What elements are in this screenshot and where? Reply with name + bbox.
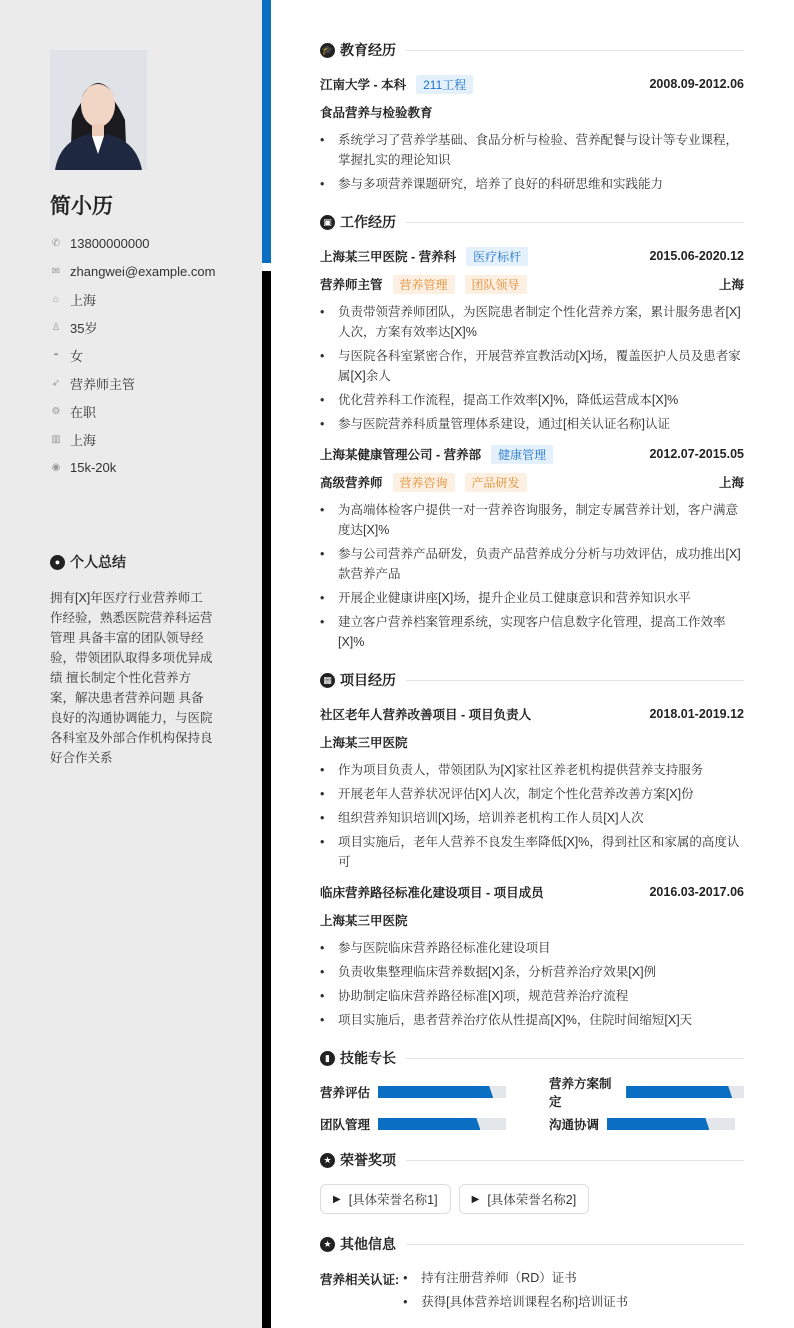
org-row — [320, 732, 744, 752]
company: 上海某健康管理公司 - 营养部 — [320, 448, 482, 462]
city-text: 上海 — [70, 432, 97, 448]
skill-name: 团队管理 — [320, 1118, 371, 1132]
award-name: [具体荣誉名称1] — [348, 1193, 438, 1207]
skill-fill — [378, 1118, 480, 1130]
send-icon: ➶ — [51, 377, 61, 389]
list-item: • 负责收集整理临床营养数据[X]条，分析营养治疗效果[X]例 — [320, 962, 744, 982]
date: 2018.01-2019.12 — [649, 707, 744, 721]
section-heading — [320, 210, 744, 234]
skill-item — [320, 1082, 515, 1102]
divider — [406, 222, 744, 223]
list-item: • 持有注册营养师（RD）证书 — [403, 1268, 628, 1288]
major-row — [320, 102, 744, 122]
skill-bar — [626, 1086, 744, 1098]
role-row — [320, 472, 744, 492]
list-item: • 开展老年人营养状况评估[X]人次，制定个性化营养改善方案[X]份 — [320, 784, 744, 804]
avatar-photo — [50, 50, 147, 170]
date: 2015.06-2020.12 — [649, 249, 744, 263]
summary-title: 个人总结 — [70, 554, 126, 570]
summary-text: 拥有[X]年医疗行业营养师工作经验，熟悉医院营养科运营管理 具备丰富的团队领导经验，带领团队取得多项优异成绩 擅长制定个性化营养方案，解决患者营养问题 具备良好的沟通协调能力，与医院各科室及外部合作机构保持良好合作关系 — [50, 591, 213, 765]
project-row — [320, 704, 744, 724]
info-icon: ★ — [320, 1237, 335, 1252]
phone-icon: ✆ — [51, 237, 61, 249]
cake-icon: ♙ — [51, 321, 61, 333]
position-text: 营养师主管 — [70, 376, 136, 392]
section-heading — [320, 38, 744, 62]
gender-icon: ◓ — [52, 349, 60, 361]
date: 2012.07-2015.05 — [649, 447, 744, 461]
city: 上海 — [718, 476, 744, 490]
tag: 团队领导 — [465, 275, 527, 294]
building-icon: ▥ — [51, 433, 61, 445]
play-icon: ▶ — [471, 1193, 480, 1205]
section-title: 项目经历 — [340, 672, 396, 688]
list-item: • 与医院各科室紧密合作，开展营养宣教活动[X]场，覆盖医护人员及患者家属[X]余人 — [320, 346, 744, 386]
tag: 211工程 — [416, 75, 473, 94]
divider — [406, 1244, 744, 1245]
section-heading — [320, 1148, 744, 1172]
skill-fill — [378, 1086, 493, 1098]
award-item[interactable] — [320, 1184, 451, 1214]
list-item: • 开展企业健康讲座[X]场，提升企业员工健康意识和营养知识水平 — [320, 588, 744, 608]
role: 营养师主管 — [320, 278, 383, 292]
work-item — [320, 444, 744, 652]
list-item: • 组织营养知识培训[X]场，培训养老机构工作人员[X]人次 — [320, 808, 744, 828]
skill-bar — [607, 1118, 735, 1130]
award-item[interactable] — [459, 1184, 590, 1214]
status-text: 在职 — [70, 404, 97, 420]
candidate-name: 简小历 — [50, 195, 113, 218]
project-item — [320, 704, 744, 872]
divider — [406, 1160, 744, 1161]
bullet-list — [320, 130, 744, 194]
skill-name: 营养方案制定 — [549, 1077, 612, 1109]
gear-icon: ⚙ — [51, 405, 61, 417]
skill-fill — [607, 1118, 709, 1130]
date: 2008.09-2012.06 — [649, 77, 744, 91]
email-text: zhangwei@example.com — [70, 263, 216, 279]
work-item — [320, 246, 744, 434]
list-item: • 作为项目负责人，带领团队为[X]家社区养老机构提供营养支持服务 — [320, 760, 744, 780]
skill-item — [320, 1114, 515, 1134]
section-title: 工作经历 — [340, 214, 396, 230]
section-heading — [320, 668, 744, 692]
accent-stripe — [262, 0, 271, 263]
skill-bar — [378, 1118, 506, 1130]
email-row — [50, 257, 215, 285]
skills-section — [320, 1046, 744, 1134]
list-item: • 获得[具体营养培训课程名称]培训证书 — [403, 1292, 628, 1312]
coin-icon: ◉ — [51, 461, 61, 473]
award-name: [具体荣誉名称2] — [487, 1193, 577, 1207]
phone-row — [50, 229, 215, 257]
gender-text: 女 — [70, 348, 84, 364]
gender-row — [50, 341, 215, 369]
contact-info — [50, 229, 215, 481]
section-title: 教育经历 — [340, 42, 396, 58]
bullet-list — [320, 302, 744, 434]
org: 上海某三甲医院 — [320, 736, 408, 750]
company-row — [320, 246, 744, 266]
grid-icon: ▦ — [320, 673, 335, 688]
status-row — [50, 397, 215, 425]
list-item: • 项目实施后，患者营养治疗依从性提高[X]%，住院时间缩短[X]天 — [320, 1010, 744, 1030]
city: 上海 — [718, 278, 744, 292]
awards-section — [320, 1148, 744, 1214]
edu-row — [320, 74, 744, 94]
role: 高级营养师 — [320, 476, 383, 490]
org-row — [320, 910, 744, 930]
skill-item — [549, 1077, 744, 1109]
section-heading — [320, 1232, 744, 1256]
divider — [406, 1058, 744, 1059]
divider — [406, 50, 744, 51]
age-text: 35岁 — [70, 320, 98, 336]
date: 2016.03-2017.06 — [649, 885, 744, 899]
play-icon: ▶ — [333, 1193, 341, 1205]
other-section — [320, 1232, 744, 1326]
section-heading — [320, 1046, 744, 1070]
section-title: 荣誉奖项 — [340, 1152, 396, 1168]
projects-section — [320, 668, 744, 1030]
bullet-list — [320, 760, 744, 872]
mail-icon: ✉ — [51, 265, 61, 277]
position-row — [50, 369, 215, 397]
list-item: • 参与多项营养课题研究，培养了良好的科研思维和实践能力 — [320, 174, 744, 194]
location-row — [50, 285, 215, 313]
education-section — [320, 38, 744, 194]
tag: 医疗标杆 — [466, 247, 528, 266]
user-icon: ● — [50, 555, 65, 570]
project-row — [320, 882, 744, 902]
skill-bar — [378, 1086, 506, 1098]
company-row — [320, 444, 744, 464]
school: 江南大学 - 本科 — [320, 78, 407, 92]
bullet-list — [320, 938, 744, 1030]
other-label: 营养相关认证: — [320, 1273, 400, 1287]
graduation-cap-icon: 🎓 — [320, 43, 335, 58]
project-item — [320, 882, 744, 1030]
summary-heading — [50, 552, 126, 572]
age-row — [50, 313, 215, 341]
phone-text: 13800000000 — [70, 235, 150, 251]
city-row — [50, 425, 215, 453]
list-item: • 协助制定临床营养路径标准[X]项，规范营养治疗流程 — [320, 986, 744, 1006]
tag: 营养管理 — [393, 275, 455, 294]
project-name: 临床营养路径标准化建设项目 - 项目成员 — [320, 886, 544, 900]
major: 食品营养与检验教育 — [320, 106, 433, 120]
skill-name: 营养评估 — [320, 1086, 371, 1100]
briefcase-icon: ▣ — [320, 215, 335, 230]
org: 上海某三甲医院 — [320, 914, 408, 928]
list-item: • 优化营养科工作流程，提高工作效率[X]%，降低运营成本[X]% — [320, 390, 744, 410]
list-item: • 系统学习了营养学基础、食品分析与检验、营养配餐与设计等专业课程，掌握扎实的理论知识 — [320, 130, 744, 170]
skill-item — [549, 1114, 744, 1134]
salary-row — [50, 453, 215, 481]
tag: 健康管理 — [491, 445, 553, 464]
list-item: • 项目实施后，老年人营养不良发生率降低[X]%，得到社区和家属的高度认可 — [320, 832, 744, 872]
section-title: 其他信息 — [340, 1236, 396, 1252]
list-item: • 负责带领营养师团队，为医院患者制定个性化营养方案，累计服务患者[X]人次，方案有效率达[X]% — [320, 302, 744, 342]
bullet-list — [403, 1268, 628, 1316]
bar-chart-icon: ▮ — [320, 1051, 335, 1066]
project-name: 社区老年人营养改善项目 - 项目负责人 — [320, 708, 532, 722]
tag: 产品研发 — [465, 473, 527, 492]
award-icon: ★ — [320, 1153, 335, 1168]
company: 上海某三甲医院 - 营养科 — [320, 250, 457, 264]
work-section — [320, 210, 744, 652]
list-item: • 参与医院临床营养路径标准化建设项目 — [320, 938, 744, 958]
list-item: • 建立客户营养档案管理系统，实现客户信息数字化管理，提高工作效率[X]% — [320, 612, 744, 652]
list-item: • 为高端体检客户提供一对一营养咨询服务，制定专属营养计划，客户满意度达[X]% — [320, 500, 744, 540]
main-content — [320, 38, 744, 1326]
skill-fill — [626, 1086, 732, 1098]
list-item: • 参与公司营养产品研发，负责产品营养成分分析与功效评估，成功推出[X]款营养产品 — [320, 544, 744, 584]
tag: 营养咨询 — [393, 473, 455, 492]
section-title: 技能专长 — [340, 1050, 396, 1066]
divider — [406, 680, 744, 681]
salary-text: 15k-20k — [70, 459, 117, 475]
home-icon: ⌂ — [52, 293, 60, 305]
bullet-list — [320, 500, 744, 652]
location-text: 上海 — [70, 292, 97, 308]
skill-name: 沟通协调 — [549, 1118, 600, 1132]
role-row — [320, 274, 744, 294]
list-item: • 参与医院营养科质量管理体系建设，通过[相关认证名称]认证 — [320, 414, 744, 434]
dark-stripe — [262, 271, 271, 1328]
